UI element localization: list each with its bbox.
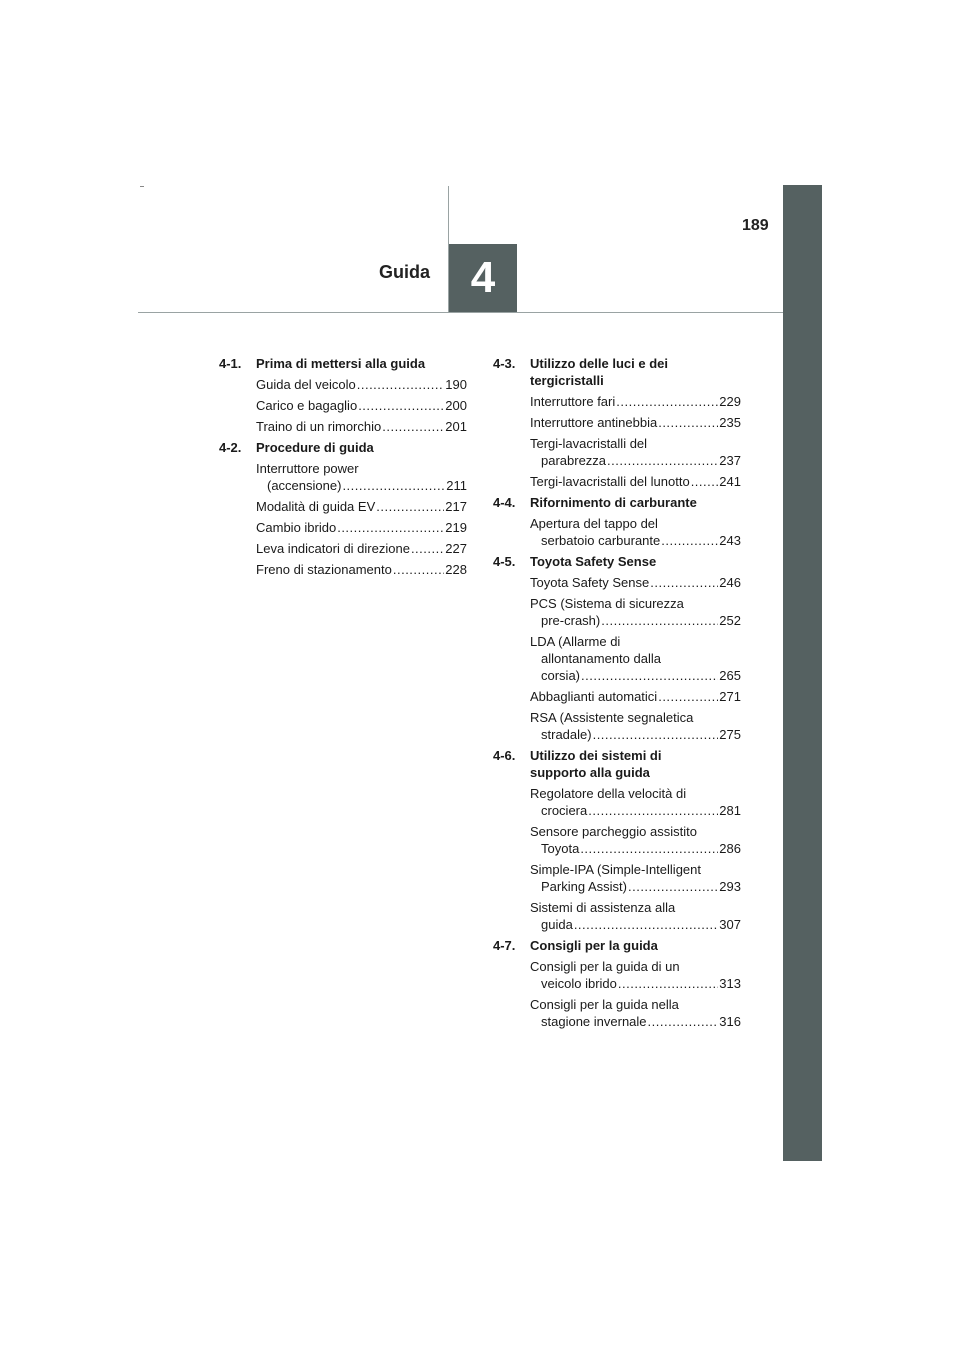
toc-entry[interactable] <box>530 414 741 431</box>
dot-leader <box>580 840 718 857</box>
dot-leader <box>581 667 718 684</box>
entry-page-number: 286 <box>719 841 741 856</box>
toc-entry[interactable] <box>530 899 741 933</box>
dot-leader <box>616 393 718 410</box>
entry-page-number: 229 <box>719 394 741 409</box>
toc-entry[interactable] <box>530 709 741 743</box>
dot-leader <box>661 532 718 549</box>
entry-text: corsia) <box>541 668 581 683</box>
section-number: 4-3. <box>493 356 516 371</box>
toc-entry[interactable] <box>530 688 741 705</box>
entry-page-number: 316 <box>719 1014 741 1029</box>
section-number: 4-4. <box>493 495 516 510</box>
entry-text: (accensione) <box>267 478 342 493</box>
dot-leader <box>691 473 719 490</box>
entry-text-line: RSA (Assistente segnaletica <box>530 710 694 725</box>
toc-entry[interactable] <box>530 435 741 469</box>
entry-page-number: 246 <box>719 575 741 590</box>
toc-entry[interactable] <box>530 515 741 549</box>
section-title: Rifornimento di carburante <box>530 495 697 510</box>
section-title: Prima di mettersi alla guida <box>256 356 426 371</box>
entry-page-number: 275 <box>719 727 741 742</box>
entry-text: Guida del veicolo <box>256 377 356 392</box>
toc-entry[interactable] <box>256 540 467 557</box>
toc-entry[interactable] <box>256 561 467 578</box>
toc-entry[interactable] <box>530 785 741 819</box>
dot-leader <box>588 802 718 819</box>
toc-section <box>219 439 467 578</box>
entry-text-line: PCS (Sistema di sicurezza <box>530 596 684 611</box>
section-title: Toyota Safety Sense <box>530 554 657 569</box>
section-heading[interactable] <box>219 439 467 456</box>
entry-text: Toyota Safety Sense <box>530 575 650 590</box>
section-heading[interactable] <box>493 747 741 781</box>
dot-leader <box>650 574 718 591</box>
entry-text-line: Consigli per la guida nella <box>530 997 679 1012</box>
entry-text: crociera <box>541 803 588 818</box>
dot-leader <box>382 418 444 435</box>
dot-leader <box>658 688 718 705</box>
header-divider-horizontal <box>138 312 783 313</box>
toc-section <box>493 937 741 1030</box>
entry-page-number: 219 <box>445 520 467 535</box>
toc-entry[interactable] <box>256 460 467 494</box>
toc-section <box>493 553 741 743</box>
entry-text: Carico e bagaglio <box>256 398 358 413</box>
section-heading[interactable] <box>219 355 467 372</box>
entry-page-number: 217 <box>445 499 467 514</box>
entry-page-number: 190 <box>445 377 467 392</box>
dot-leader <box>648 1013 719 1030</box>
chapter-side-tab <box>783 185 822 1161</box>
dot-leader <box>337 519 444 536</box>
entry-text-line: Tergi-lavacristalli del <box>530 436 648 451</box>
entry-text: Interruttore antinebbia <box>530 415 658 430</box>
dot-leader <box>593 726 719 743</box>
dot-leader <box>357 376 445 393</box>
toc-column-left <box>219 355 467 582</box>
entry-page-number: 252 <box>719 613 741 628</box>
section-heading[interactable] <box>493 494 741 511</box>
section-number: 4-2. <box>219 440 242 455</box>
entry-text: Leva indicatori di direzione <box>256 541 410 556</box>
entry-page-number: 243 <box>719 533 741 548</box>
chapter-title: Guida <box>378 262 430 282</box>
entry-page-number: 235 <box>719 415 741 430</box>
dot-leader <box>628 878 718 895</box>
dot-leader <box>601 612 718 629</box>
entry-text: parabrezza <box>541 453 607 468</box>
entry-text-line: Sensore parcheggio assistito <box>530 824 697 839</box>
entry-page-number: 211 <box>446 478 467 493</box>
section-number: 4-6. <box>493 748 516 763</box>
toc-entry[interactable] <box>530 393 741 410</box>
entry-text: Freno di stazionamento <box>256 562 392 577</box>
toc-entry[interactable] <box>530 996 741 1030</box>
entry-text-line: Sistemi di assistenza alla <box>530 900 676 915</box>
entry-page-number: 271 <box>719 689 741 704</box>
toc-entry[interactable] <box>530 823 741 857</box>
toc-entry[interactable] <box>530 595 741 629</box>
toc-section <box>219 355 467 435</box>
toc-entry[interactable] <box>530 861 741 895</box>
chapter-number-box <box>449 244 517 312</box>
entry-text-line: allontanamento dalla <box>541 651 661 666</box>
entry-text: pre-crash) <box>541 613 601 628</box>
entry-text: stradale) <box>541 727 592 742</box>
toc-entry[interactable] <box>530 473 741 490</box>
entry-page-number: 237 <box>719 453 741 468</box>
dot-leader <box>658 414 718 431</box>
entry-page-number: 228 <box>445 562 467 577</box>
section-number: 4-1. <box>219 356 242 371</box>
entry-text: veicolo ibrido <box>541 976 617 991</box>
entry-text: guida <box>541 917 573 932</box>
entry-text: Tergi-lavacristalli del lunotto <box>530 474 690 489</box>
entry-text: Toyota <box>541 841 580 856</box>
entry-text: Modalità di guida EV <box>256 499 376 514</box>
toc-section <box>493 355 741 490</box>
entry-text: Parking Assist) <box>541 879 627 894</box>
entry-page-number: 293 <box>719 879 741 894</box>
entry-page-number: 281 <box>719 803 741 818</box>
toc-entry[interactable] <box>256 376 467 393</box>
entry-page-number: 307 <box>719 917 741 932</box>
entry-page-number: 200 <box>445 398 467 413</box>
section-number: 4-5. <box>493 554 516 569</box>
entry-text: Interruttore fari <box>530 394 616 409</box>
entry-text-line: Interruttore power <box>256 461 359 476</box>
entry-text-line: Apertura del tappo del <box>530 516 658 531</box>
section-title: Consigli per la guida <box>530 938 658 953</box>
dot-leader <box>342 477 445 494</box>
toc-column-right <box>493 355 741 1034</box>
page-number: 189 <box>742 217 769 234</box>
section-heading[interactable] <box>493 553 741 570</box>
section-title: Procedure di guida <box>256 440 374 455</box>
toc-section <box>493 747 741 933</box>
entry-text-line: LDA (Allarme di <box>530 634 621 649</box>
dot-leader <box>358 397 444 414</box>
entry-text: Traino di un rimorchio <box>256 419 382 434</box>
toc-entry[interactable] <box>256 418 467 435</box>
toc-entry[interactable] <box>530 958 741 992</box>
dot-leader <box>574 916 718 933</box>
toc-entry[interactable] <box>530 633 741 684</box>
entry-text-line: Simple-IPA (Simple-Intelligent <box>530 862 701 877</box>
toc-section <box>493 494 741 549</box>
chapter-number: 4 <box>470 253 496 302</box>
dot-leader <box>393 561 444 578</box>
dot-leader <box>618 975 718 992</box>
entry-page-number: 313 <box>719 976 741 991</box>
section-title: Utilizzo dei sistemi di supporto alla guida <box>530 748 662 780</box>
toc-entry[interactable] <box>256 519 467 536</box>
entry-page-number: 227 <box>445 541 467 556</box>
entry-text-line: Regolatore della velocità di <box>530 786 687 801</box>
toc-entry[interactable] <box>256 498 467 515</box>
entry-page-number: 201 <box>445 419 467 434</box>
toc-entry[interactable] <box>256 397 467 414</box>
section-heading[interactable] <box>493 937 741 954</box>
section-heading[interactable] <box>493 355 741 389</box>
entry-page-number: 241 <box>719 474 741 489</box>
crop-mark <box>140 186 144 187</box>
dot-leader <box>411 540 444 557</box>
entry-text: serbatoio carburante <box>541 533 661 548</box>
toc-entry[interactable] <box>530 574 741 591</box>
dot-leader <box>376 498 444 515</box>
entry-text: Abbaglianti automatici <box>530 689 658 704</box>
entry-text: stagione invernale <box>541 1014 647 1029</box>
section-number: 4-7. <box>493 938 516 953</box>
entry-text: Cambio ibrido <box>256 520 337 535</box>
entry-text-line: Consigli per la guida di un <box>530 959 680 974</box>
dot-leader <box>607 452 718 469</box>
entry-page-number: 265 <box>719 668 741 683</box>
section-title: Utilizzo delle luci e dei tergicristalli <box>530 356 668 388</box>
